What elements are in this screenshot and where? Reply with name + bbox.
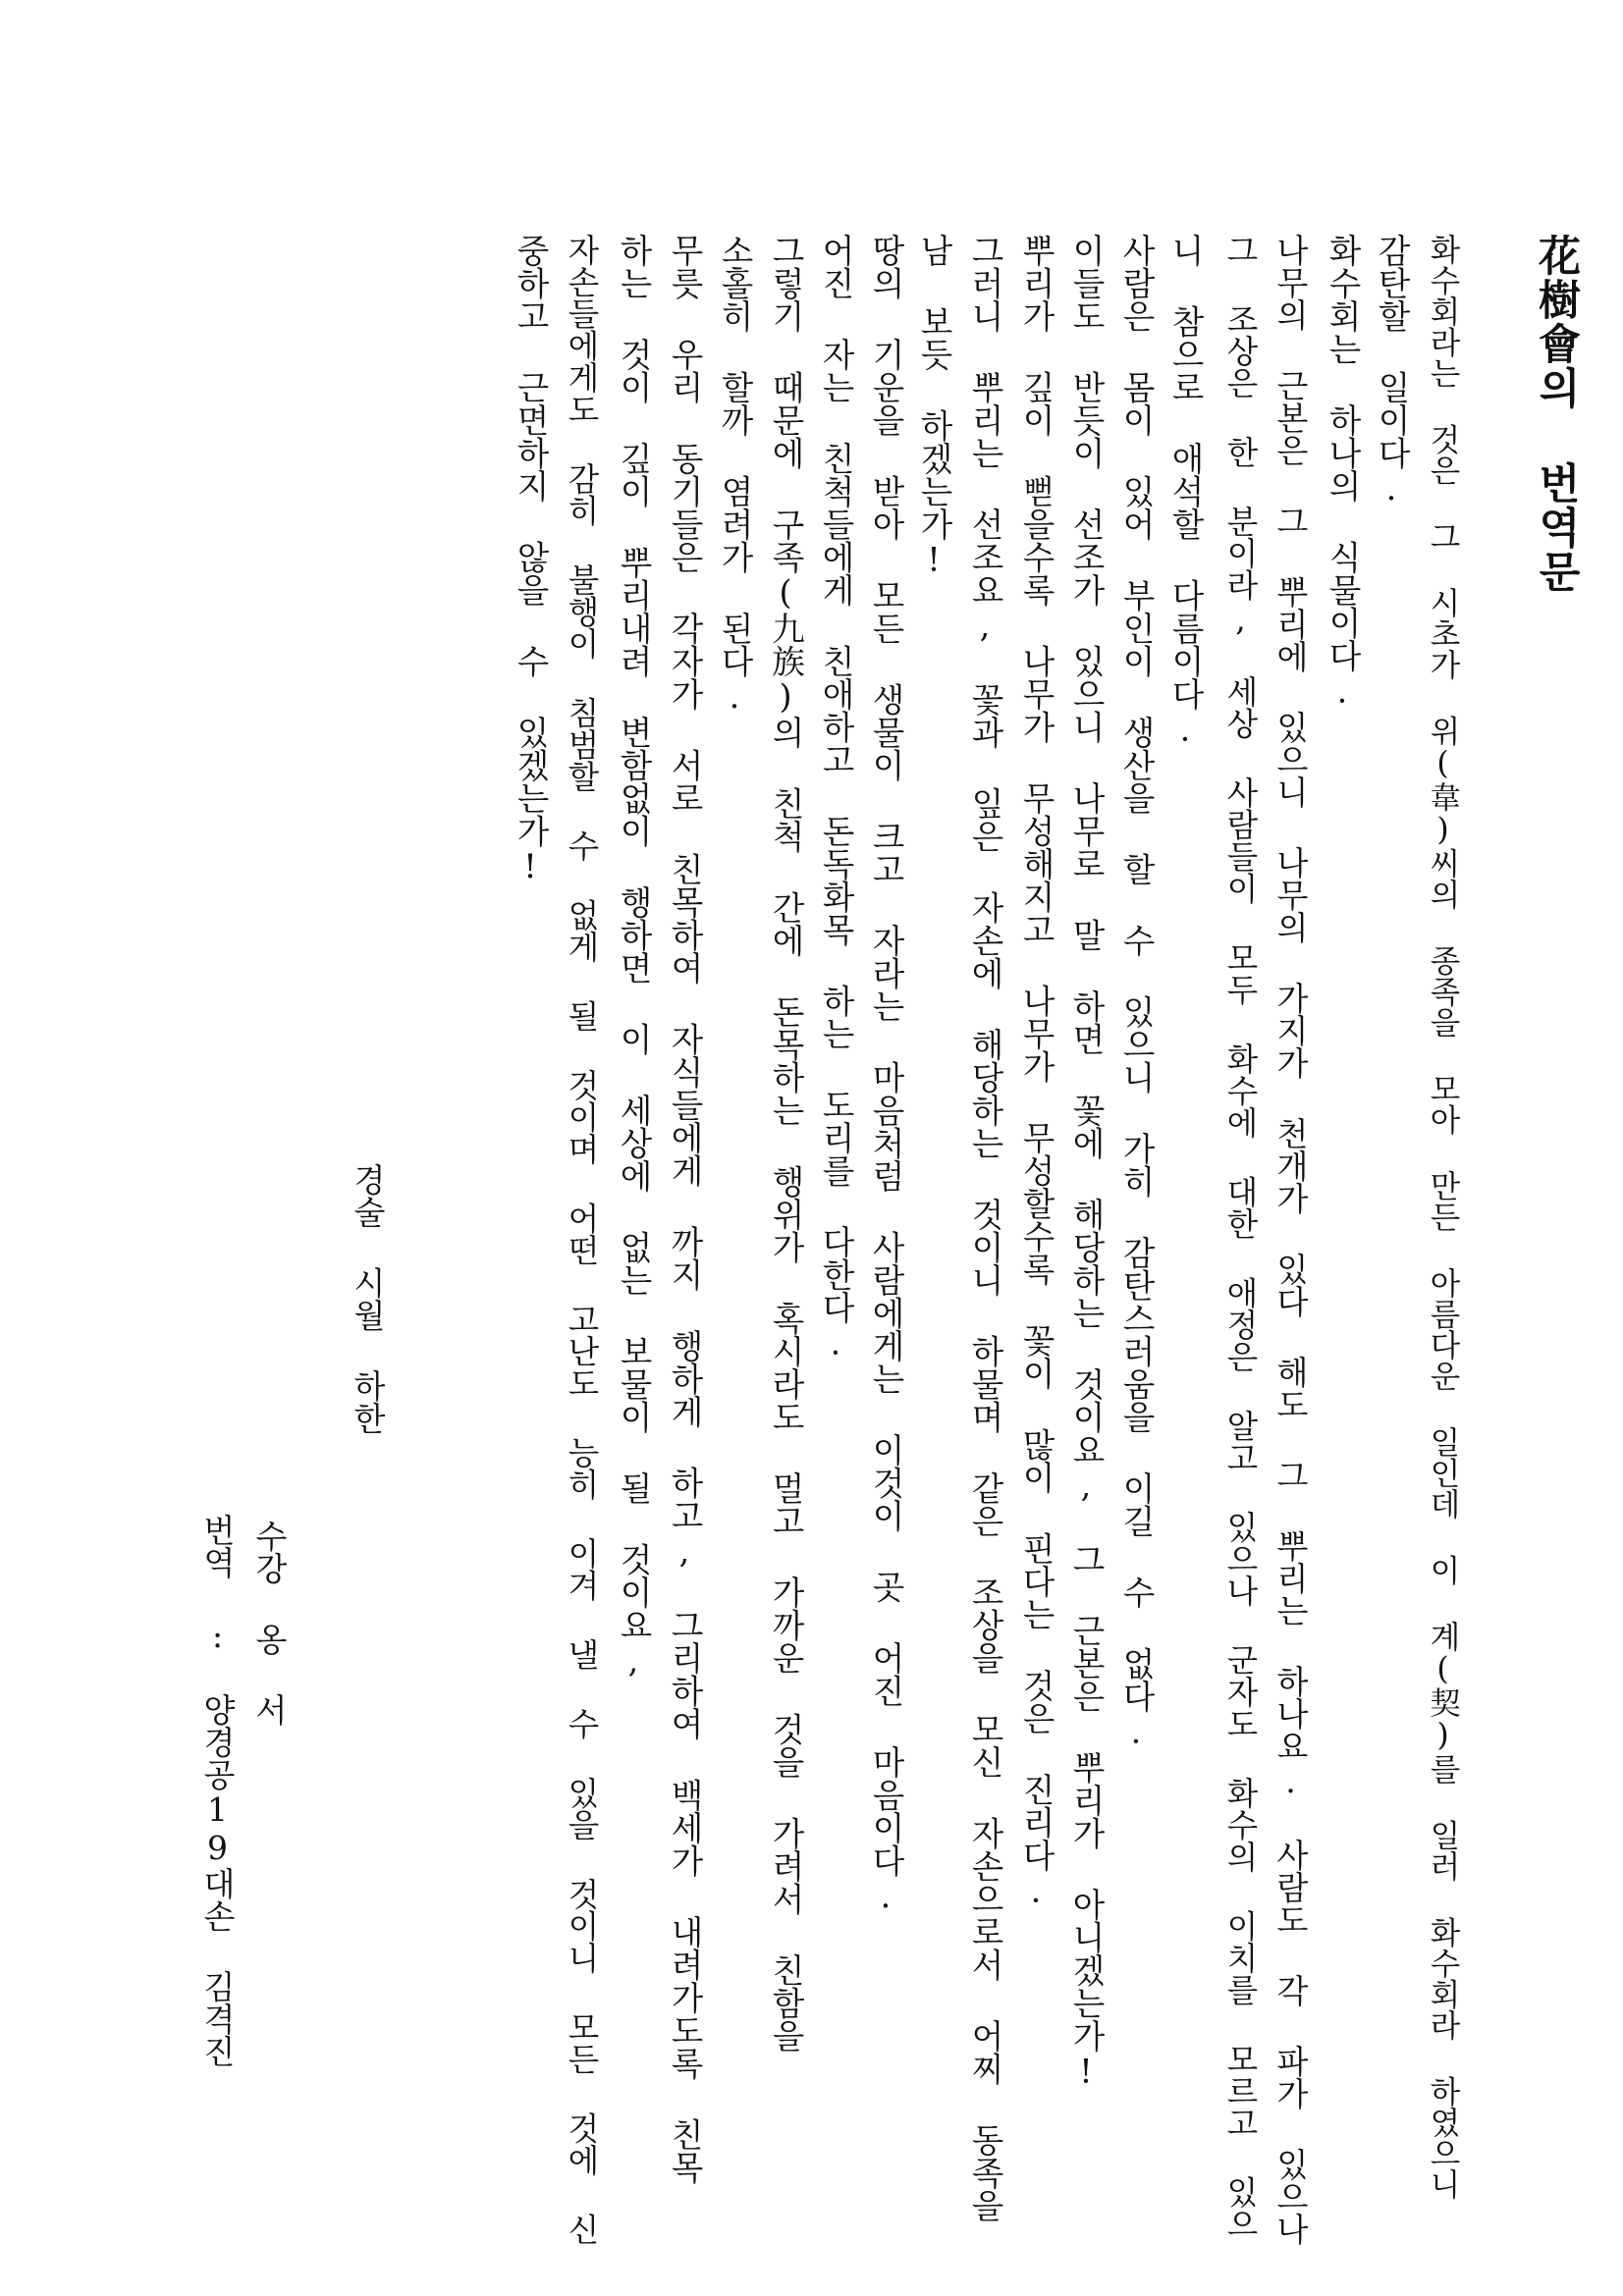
body-line: 땅의 기운을 받아 모든 생물이 크고 자라는 마음처럼 사람에게는 이것이 곳 어진 마음이다.: [866, 234, 905, 1915]
body-line: 나무의 근본은 그 뿌리에 있으니 나무의 가지가 천개가 있다 해도 그 뿌리는 하나요. 사람도 각 파가 있으나: [1271, 234, 1310, 2245]
translator-line: 번역 : 양경공19대손 김격진: [198, 1514, 237, 2067]
body-line: 뿌리가 깊이 뻗을수록 나무가 무성해지고 나무가 무성할수록 꽃이 많이 핀다는 것은 진리다.: [1016, 234, 1055, 1910]
body-line: 이들도 반듯이 선조가 있으니 나무로 말 하면 꽃에 해당하는 것이요, 그 근본은 뿌리가 아니겠는가!: [1066, 234, 1106, 2091]
author-line: 수강 옹 서: [250, 1520, 289, 1726]
body-line: 소홀히 할까 염려가 된다.: [715, 234, 754, 716]
body-line: 화수회라는 것은 그 시초가 위(韋)씨의 종족을 모아 만든 아름다운 일인데 이 계(契)를 일러 화수회라 하였으니: [1425, 234, 1461, 2200]
body-line: 사람은 몸이 있어 부인이 생산을 할 수 있으니 가히 감탄스러움을 이길 수 없다.: [1116, 234, 1156, 1751]
body-line: 그 조상은 한 분이라, 세상 사람들이 모두 화수에 대한 애정은 알고 있으나 군자도 화수의 이치를 모르고 있으: [1221, 234, 1260, 2240]
body-line: 하는 것이 깊이 뿌리내려 변함없이 행하면 이 세상에 없는 보물이 될 것이요,: [614, 234, 653, 1680]
date-line: 경술 시월 하한: [349, 1163, 387, 1434]
body-line: 자손들에게도 감히 불행이 침범할 수 없게 될 것이며 어떤 고난도 능히 이겨 낼 수 있을 것이니 모든 것에 신: [563, 234, 601, 2245]
body-line: 무릇 우리 동기들은 각자가 서로 친목하여 자식들에게 까지 행하게 하고, 그리하여 백세가 내려가도록 친목: [665, 234, 704, 2184]
body-line: 감탄할 일이다.: [1372, 234, 1411, 507]
body-line: 그렇기 때문에 구족(九族)의 친척 간에 돈목하는 행위가 혹시라도 멀고 가까운 것을 가려서 친함을: [766, 234, 805, 2053]
body-line: 중하고 근면하지 않을 수 있겠는가!: [511, 234, 550, 885]
body-line: 남 보듯 하겠는가!: [914, 234, 953, 579]
document-title: 花樹會의 번역문: [1532, 234, 1581, 594]
body-line: 그러니 뿌리는 선조요, 꽃과 잎은 자손에 해당하는 것이니 하물며 같은 조상을 모신 자손으로서 어찌 동족을: [965, 234, 1004, 2222]
body-line: 어진 자는 친척들에게 친애하고 돈독화목 하는 도리를 다한다.: [816, 234, 855, 1362]
body-line: 니 참으로 애석할 다름이다.: [1165, 234, 1205, 749]
body-line: 화수회는 하나의 식물이다.: [1323, 234, 1362, 711]
